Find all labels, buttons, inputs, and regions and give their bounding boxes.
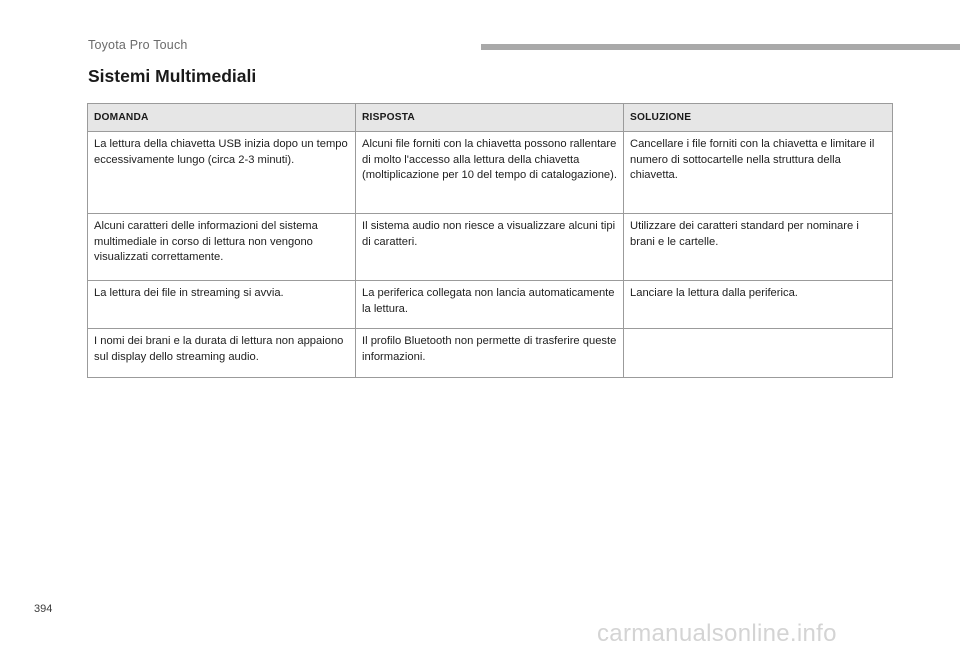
column-header-risposta: RISPOSTA: [356, 104, 624, 132]
column-header-domanda: DOMANDA: [88, 104, 356, 132]
header-label: Toyota Pro Touch: [88, 38, 188, 52]
cell-soluzione: Cancellare i file forniti con la chiavetta e limitare il numero di sottocartelle nella struttura della chiavetta.: [624, 131, 893, 213]
table-row: [88, 280, 893, 328]
cell-domanda: La lettura dei file in streaming si avvia.: [88, 280, 356, 328]
cell-soluzione: Utilizzare dei caratteri standard per nominare i brani e le cartelle.: [624, 213, 893, 280]
table-row: [88, 328, 893, 377]
cell-domanda: Alcuni caratteri delle informazioni del sistema multimediale in corso di lettura non vengono visualizzati correttamente.: [88, 213, 356, 280]
table-row: [88, 131, 893, 213]
table-row: [88, 213, 893, 280]
header-divider-bar: [481, 44, 960, 50]
cell-domanda: La lettura della chiavetta USB inizia dopo un tempo eccessivamente lungo (circa 2-3 minuti).: [88, 131, 356, 213]
cell-risposta: Il profilo Bluetooth non permette di trasferire queste informazioni.: [356, 328, 624, 377]
cell-risposta: Alcuni file forniti con la chiavetta possono rallentare di molto l'accesso alla lettura della chiavetta (moltiplicazione per 10 del tempo di catalogazione).: [356, 131, 624, 213]
page-title: Sistemi Multimediali: [88, 66, 257, 86]
cell-risposta: La periferica collegata non lancia automaticamente la lettura.: [356, 280, 624, 328]
table-header-row: [88, 104, 893, 132]
cell-risposta: Il sistema audio non riesce a visualizzare alcuni tipi di caratteri.: [356, 213, 624, 280]
cell-soluzione: Lanciare la lettura dalla periferica.: [624, 280, 893, 328]
cell-soluzione: [624, 328, 893, 377]
troubleshooting-table: [87, 103, 893, 378]
page-number: 394: [34, 603, 53, 615]
column-header-soluzione: SOLUZIONE: [624, 104, 893, 132]
watermark-text: carmanualsonline.info: [597, 620, 837, 647]
cell-domanda: I nomi dei brani e la durata di lettura non appaiono sul display dello streaming audio.: [88, 328, 356, 377]
